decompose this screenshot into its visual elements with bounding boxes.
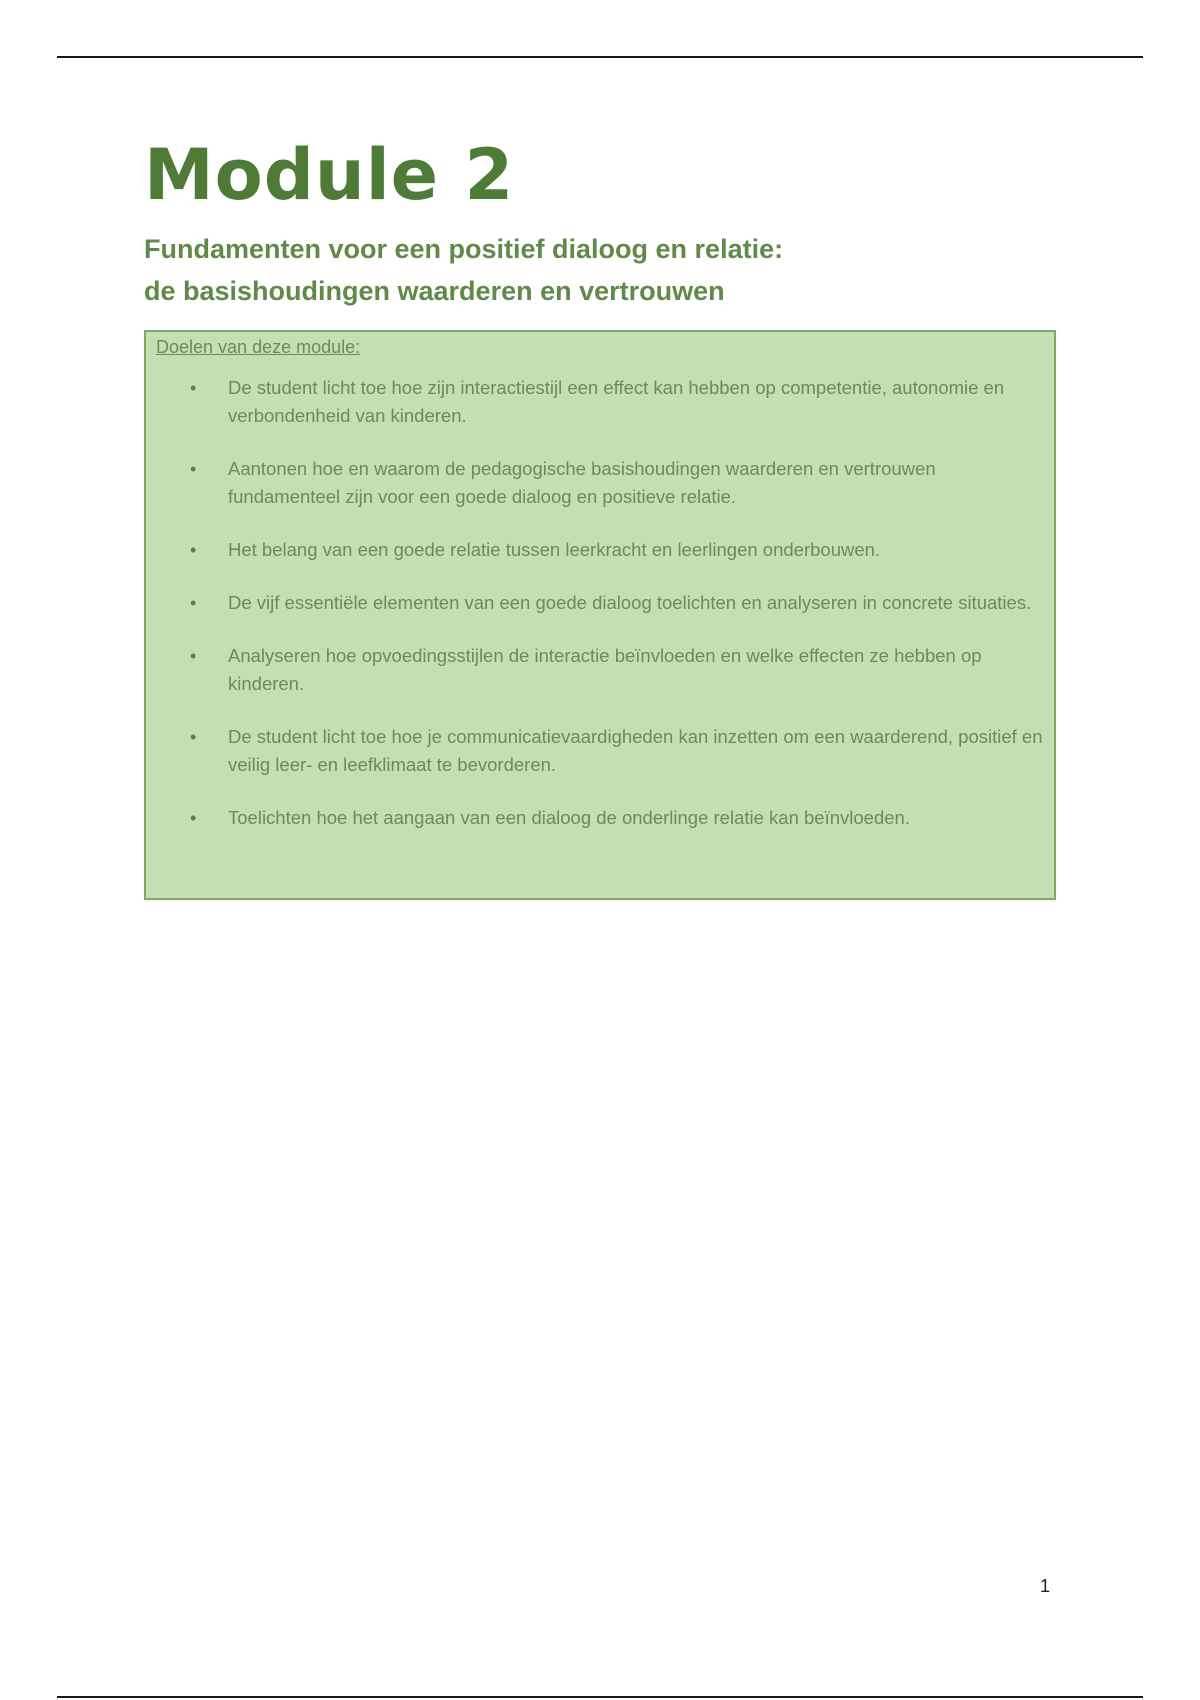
bullet-icon: • [190, 808, 197, 828]
subtitle-line-2: de basishoudingen waarderen en vertrouwen [144, 276, 725, 306]
goal-text: Toelichten hoe het aangaan van een dialoog de onderlinge relatie kan beïnvloeden. [228, 807, 910, 828]
list-item [156, 723, 1044, 779]
page-title: Module 2 [144, 134, 515, 216]
list-item [156, 455, 1044, 511]
bullet-icon: • [190, 593, 197, 613]
goals-heading: Doelen van deze module: [156, 337, 361, 357]
footer-rule [57, 1696, 1143, 1698]
bullet-icon: • [190, 378, 197, 398]
list-item [156, 536, 1044, 564]
goal-text: De student licht toe hoe je communicatievaardigheden kan inzetten om een waarderend, positief en veilig leer- en leefklimaat te bevorderen. [228, 726, 1043, 775]
page-number: 1 [1040, 1576, 1051, 1596]
bullet-icon: • [190, 540, 197, 560]
list-item [156, 374, 1044, 430]
goal-text: Analyseren hoe opvoedingsstijlen de interactie beïnvloeden en welke effecten ze hebben op kinderen. [228, 645, 982, 694]
list-item [156, 642, 1044, 698]
bullet-icon: • [190, 727, 197, 747]
list-item [156, 589, 1044, 617]
goals-list [156, 374, 1044, 832]
goal-text: De vijf essentiële elementen van een goede dialoog toelichten en analyseren in concrete situaties. [228, 592, 1032, 613]
page-content [144, 134, 1058, 900]
goals-box [144, 330, 1056, 900]
header-rule [57, 56, 1143, 58]
page-subtitle [144, 228, 1058, 312]
goal-text: Het belang van een goede relatie tussen leerkracht en leerlingen onderbouwen. [228, 539, 881, 560]
subtitle-line-1: Fundamenten voor een positief dialoog en relatie: [144, 234, 784, 264]
bullet-icon: • [190, 459, 197, 479]
goal-text: De student licht toe hoe zijn interactiestijl een effect kan hebben op competentie, autonomie en verbondenheid van kinderen. [228, 377, 1005, 426]
goal-text: Aantonen hoe en waarom de pedagogische basishoudingen waarderen en vertrouwen fundamenteel zijn voor een goede dialoog en positieve relatie. [228, 458, 936, 507]
bullet-icon: • [190, 646, 197, 666]
list-item [156, 804, 1044, 832]
